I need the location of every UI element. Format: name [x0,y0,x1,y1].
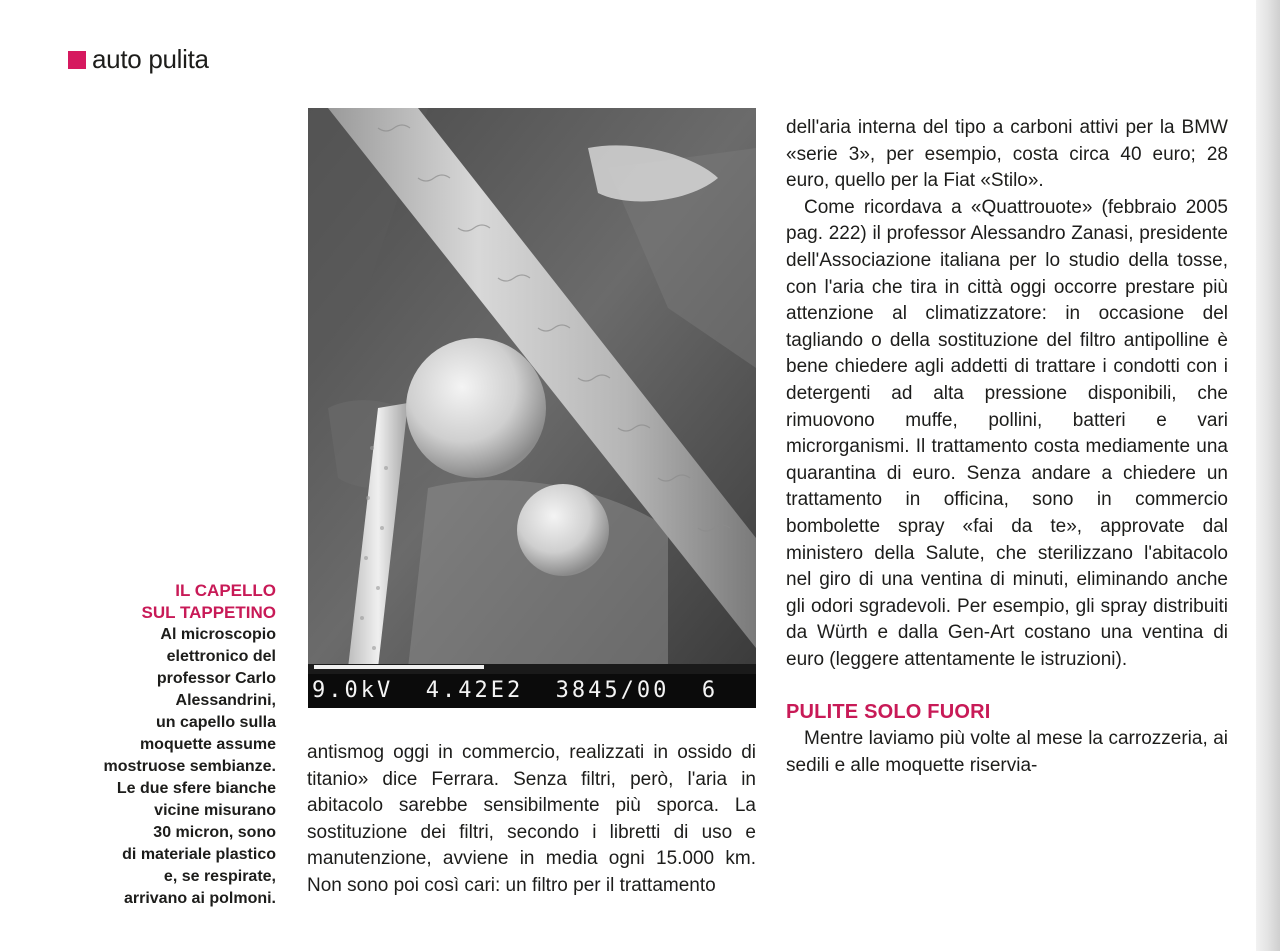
caption-title: IL CAPELLO SUL TAPPETINO [141,581,276,622]
paragraph: Mentre laviamo più volte al mese la carrozzeria, ai sedili e alle moquette riservia- [786,728,1228,776]
scale-bar [314,665,484,669]
middle-column [307,740,756,900]
microscope-photo [308,108,756,708]
microscope-readout: 9.0kV 4.42E2 3845/00 6 [308,674,756,708]
section-header [68,44,209,75]
paragraph: antismog oggi in commercio, realizzati in ossido di titanio» dice Ferrara. Senza filtri, però, l'aria in abitacolo sarebbe sensibilmente più sporca. La sostituzione dei filtri, secondo i libretti di uso e manutenzione, avviene in media ogni 15.000 km. Non sono poi così cari: un filtro per il trattamento [307,742,756,896]
subheading: PULITE SOLO FUORI [786,701,991,724]
paragraph: Come ricordava a «Quattrouote» (febbraio 2005 pag. 222) il professor Alessandro Zanasi, presidente dell'Associazione italiana per lo studio della tosse, con l'aria che tira in città oggi occorre prestare più attenzione al climatizzatore: in occasione del tagliando o della sostituzione del filtro antipolline è bene chiedere agli addetti di trattare i condotti con i detergenti ad alta pressione disponibili, che rimuovono muffe, pollini, batteri e vari microrganismi. Il trattamento costa mediamente una quarantina di euro. Senza andare a chiedere un trattamento in officina, sono in commercio bombolette spray «fai da te», approvate dal ministero della Salute, che sterilizzano l'abitacolo nel giro di una ventina di minuti, eliminando anche gli odori sgradevoli. Per esempio, gli spray distribuiti da Würth e dalla Gen-Art costano una ventina di euro (leggere attentamente le istruzioni). [786,196,1228,670]
section-marker-icon [68,51,86,69]
sem-image-graphic [308,108,756,668]
paragraph: dell'aria interna del tipo a carboni attivi per la BMW «serie 3», per esempio, costa circa 40 euro; 28 euro, quello per la Fiat «Stilo». [786,117,1228,192]
right-column [786,115,1228,779]
caption-body: Al microscopio elettronico del professor Carlo Alessandrini, un capello sulla moquette assume mostruose sembianze. Le due sfere bianche vicine misurano 30 micron, sono di materiale plastico e, se respirate, arrivano ai polmoni. [103,626,276,907]
page-edge [1256,0,1280,951]
section-title: auto pulita [92,44,209,74]
photo-caption [20,580,276,910]
